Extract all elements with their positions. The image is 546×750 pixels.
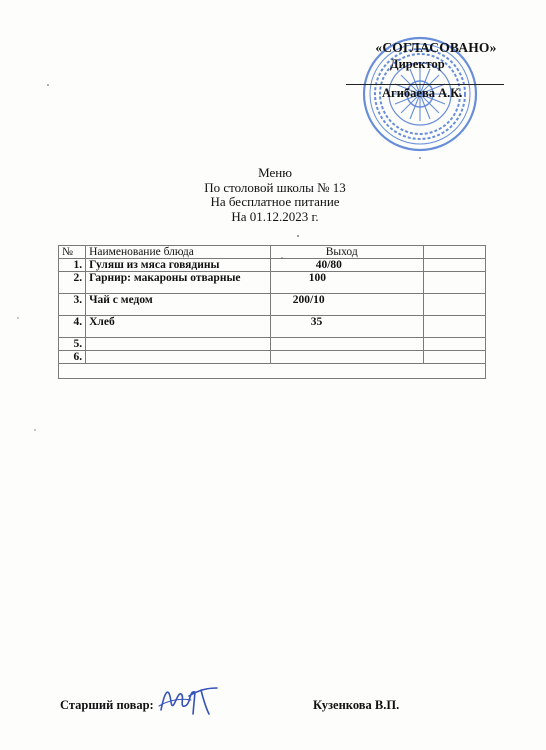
document-title — [150, 166, 400, 224]
cook-role: Старший повар: — [60, 698, 154, 712]
cook-name: Кузенкова В.П. — [313, 698, 400, 712]
row-number: 1. — [59, 259, 86, 272]
table-header-row — [59, 246, 486, 259]
table-footer-cell — [59, 364, 486, 379]
table-footer-row — [59, 364, 486, 379]
row-number: 6. — [59, 351, 86, 364]
table-row — [59, 316, 486, 338]
row-number: 5. — [59, 338, 86, 351]
header-output: Выход — [270, 246, 424, 259]
table-row — [59, 259, 486, 272]
row-extra — [424, 272, 486, 294]
title-line-3: На бесплатное питание — [210, 194, 340, 209]
table-row — [59, 338, 486, 351]
title-line-4: На 01.12.2023 г. — [231, 208, 319, 224]
row-dish: Гарнир: макароны отварные — [86, 272, 271, 294]
row-dish — [86, 338, 271, 351]
row-output — [270, 351, 424, 364]
header-dish: Наименование блюда — [86, 246, 271, 259]
approval-name: Агибаева А.К. — [382, 86, 463, 100]
row-dish: Хлеб — [86, 316, 271, 338]
title-line-2: По столовой школы № 13 — [204, 179, 346, 195]
row-extra — [424, 259, 486, 272]
title-line-1: Меню — [258, 165, 292, 180]
row-extra — [424, 316, 486, 338]
row-dish: Чай с медом — [86, 294, 271, 316]
row-output: 40/80 — [270, 259, 424, 272]
row-extra — [424, 338, 486, 351]
row-extra — [424, 294, 486, 316]
row-number: 2. — [59, 272, 86, 294]
cook-signature — [155, 680, 225, 720]
row-output: 35 — [270, 316, 424, 338]
header-number: № — [59, 246, 86, 259]
row-output — [270, 338, 424, 351]
approval-signature-line — [346, 84, 504, 85]
row-output: 100 — [270, 272, 424, 294]
table-row — [59, 294, 486, 316]
menu-table — [58, 245, 486, 379]
row-number: 4. — [59, 316, 86, 338]
row-number: 3. — [59, 294, 86, 316]
approval-role: Директор — [390, 57, 445, 71]
approval-block — [346, 40, 504, 100]
header-extra — [424, 246, 486, 259]
row-dish: Гуляш из мяса говядины — [86, 259, 271, 272]
row-output: 200/10 — [270, 294, 424, 316]
table-row — [59, 351, 486, 364]
approval-heading: «СОГЛАСОВАНО» — [375, 40, 497, 55]
row-dish — [86, 351, 271, 364]
table-row — [59, 272, 486, 294]
row-extra — [424, 351, 486, 364]
